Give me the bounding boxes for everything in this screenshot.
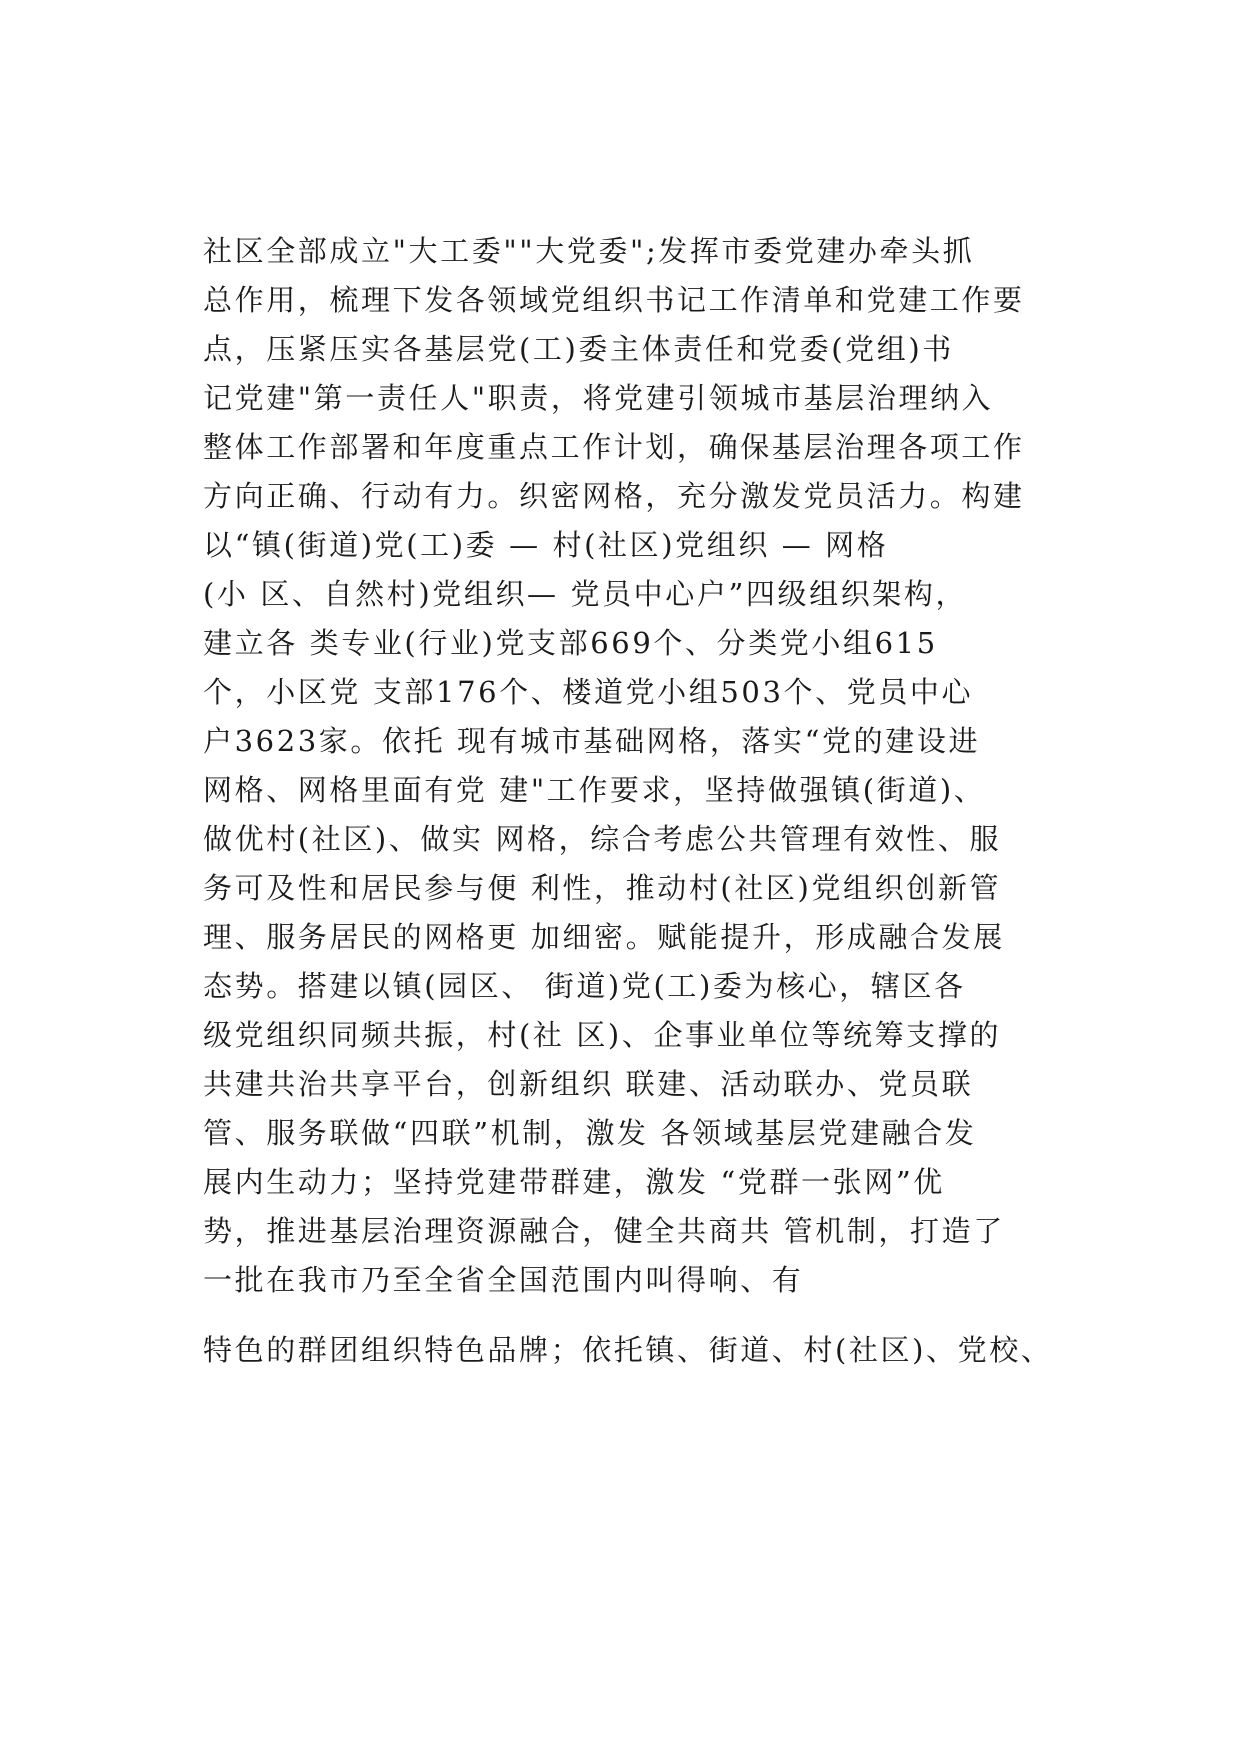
text-line: 管、服务联做“四联”机制，激发 各领域基层党建融合发	[203, 1116, 977, 1150]
text-line: (小 区、自然村)党组织— 党员中心户”四级组织架构，	[203, 577, 968, 611]
text-line: 网格、网格里面有党 建"工作要求，坚持做强镇(街道)、	[203, 773, 986, 807]
text-line: 级党组织同频共振，村(社 区)、企事业单位等统筹支撑的	[203, 1018, 1002, 1052]
text-line: 整体工作部署和年度重点工作计划，确保基层治理各项工作	[203, 430, 1025, 464]
text-line: 特色的群团组织特色品牌；依托镇、街道、村(社区)、党校、	[203, 1333, 1053, 1367]
text-line: 个，小区党 支部176个、楼道党小组503个、党员中心	[203, 675, 974, 709]
text-line: 做优村(社区)、做实 网格，综合考虑公共管理有效性、服	[203, 822, 1002, 856]
text-line: 展内生动力；坚持党建带群建，激发 “党群一张网”优	[203, 1165, 945, 1199]
text-line: 务可及性和居民参与便 利性，推动村(社区)党组织创新管	[203, 871, 1002, 905]
text-line: 理、服务居民的网格更 加细密。赋能提升，形成融合发展	[203, 920, 1005, 954]
text-line: 一批在我市乃至全省全国范围内叫得响、有	[203, 1263, 804, 1297]
text-line: 建立各 类专业(行业)党支部669个、分类党小组615	[203, 626, 938, 660]
text-line: 以“镇(街道)党(工)委 — 村(社区)党组织 — 网格	[203, 528, 889, 562]
text-line: 势，推进基层治理资源融合，健全共商共 管机制，打造了	[203, 1214, 1005, 1248]
text-line: 记党建"第一责任人"职责，将党建引领城市基层治理纳入	[203, 381, 994, 415]
text-line: 点，压紧压实各基层党(工)委主体责任和党委(党组)书	[203, 332, 954, 366]
text-line: 户3623家。依托 现有城市基础网格，落实“党的建设进	[203, 724, 981, 758]
text-line: 总作用，梳理下发各领域党组织书记工作清单和党建工作要	[203, 283, 1025, 317]
text-line: 社区全部成立"大工委""大党委";发挥市委党建办牵头抓	[203, 234, 975, 268]
text-line: 共建共治共享平台，创新组织 联建、活动联办、党员联	[203, 1067, 974, 1101]
text-line: 态势。搭建以镇(园区、 街道)党(工)委为核心，辖区各	[203, 969, 966, 1003]
text-line: 方向正确、行动有力。织密网格，充分激发党员活力。构建	[203, 479, 1025, 513]
